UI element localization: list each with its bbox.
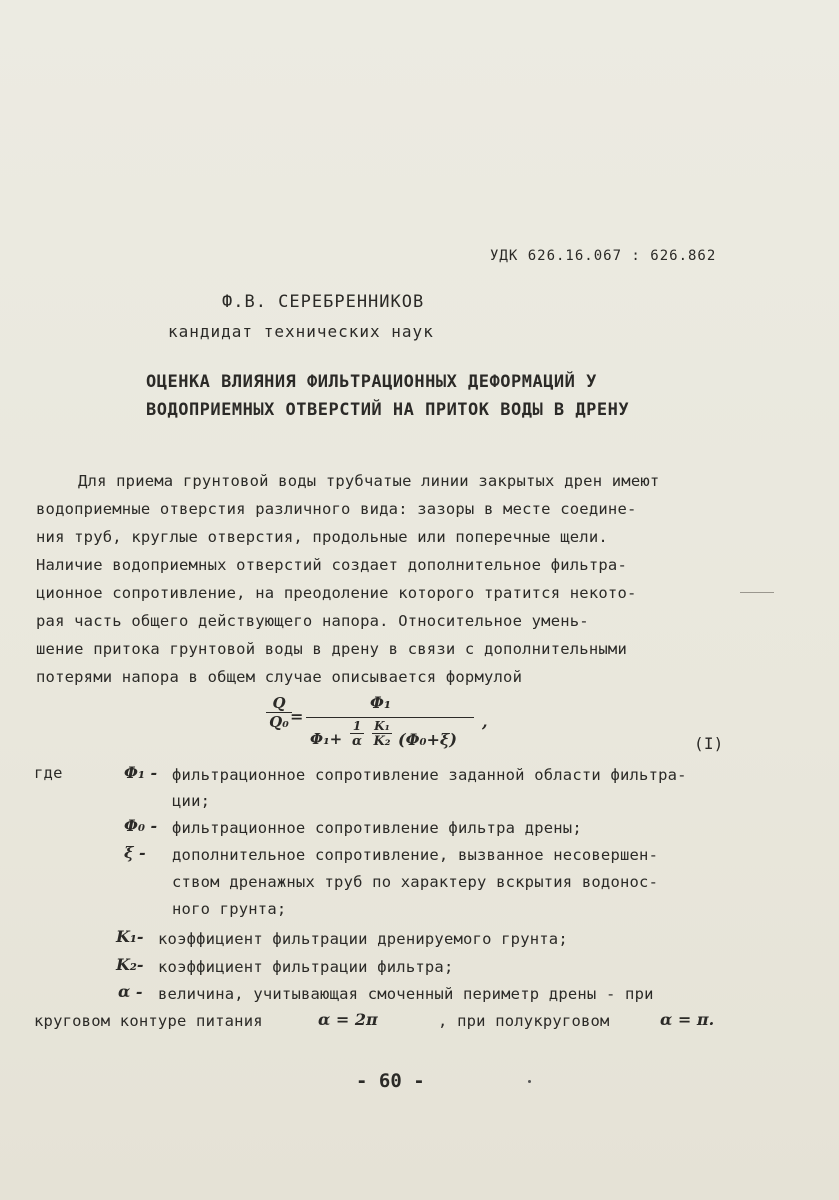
paragraph-line: водоприемные отверстия различного вида: зазоры в месте соедине- [36,500,637,518]
def-text: коэффициент фильтрации фильтра; [158,958,454,976]
last-line-text: , при полукруговом [438,1012,610,1030]
def-symbol: K₁- [116,927,144,946]
paragraph-line: ния труб, круглые отверстия, продольные или поперечные щели. [36,528,608,546]
udk-code: УДК 626.16.067 : 626.862 [490,248,717,264]
formula-inner-fraction [350,719,364,749]
formula-equals: = [290,707,304,726]
inner-numerator: 1 [352,719,362,733]
paper-speck [528,1080,531,1083]
paragraph-line: рая часть общего действующего напора. Относительное умень- [36,612,589,630]
formula-comma: , [482,712,488,731]
author-degree: кандидат технических наук [168,322,434,341]
paragraph-line: потерями напора в общем случае описывается формулой [36,668,523,686]
article-title-line-1: ОЦЕНКА ВЛИЯНИЯ ФИЛЬТРАЦИОННЫХ ДЕФОРМАЦИЙ У [146,372,597,392]
def-text: ции; [172,792,211,810]
where-label: где [34,764,63,782]
formula-lhs-numerator: Q [272,694,286,712]
def-text: дополнительное сопротивление, вызванное несовершен- [172,846,659,864]
page-number: - 60 - [356,1070,425,1092]
article-title-line-2: ВОДОПРИЕМНЫХ ОТВЕРСТИЙ НА ПРИТОК ВОДЫ В ДРЕНУ [146,400,630,420]
k-numerator: K₁ [374,719,390,733]
paragraph-line: ционное сопротивление, на преодоление которого тратится некото- [36,584,637,602]
def-text: величина, учитывающая смоченный периметр дрены - при [158,985,654,1003]
fraction-bar [306,717,474,718]
formula-rhs-denominator-start: Φ₁+ [310,730,343,748]
formula-rhs-numerator: Φ₁ [370,693,391,712]
def-symbol: ξ - [124,843,146,862]
alpha-2pi: α = 2π [318,1010,378,1029]
def-symbol: K₂- [116,955,144,974]
paragraph-line: Наличие водоприемных отверстий создает дополнительное фильтра- [36,556,627,574]
last-line-text: круговом контуре питания [34,1012,263,1030]
formula-lhs-fraction [266,694,292,731]
paper-mark [740,592,774,593]
def-text: коэффициент фильтрации дренируемого грунта; [158,930,568,948]
def-text: фильтрационное сопротивление фильтра дрены; [172,819,582,837]
def-text: фильтрационное сопротивление заданной области фильтра- [172,766,687,784]
formula-k-fraction [372,719,392,749]
formula-number: (I) [694,734,724,753]
def-text: ного грунта; [172,900,287,918]
k-denominator: K₂ [373,734,391,749]
paragraph-line: шение притока грунтовой воды в дрену в связи с дополнительными [36,640,627,658]
alpha-pi: α = π. [660,1010,715,1029]
author-name: Ф.В. СЕРЕБРЕННИКОВ [222,292,425,312]
def-text: ством дренажных труб по характеру вскрытия водонос- [172,873,659,891]
paragraph-line: Для приема грунтовой воды трубчатые линии закрытых дрен имеют [78,472,660,490]
formula-lhs-denominator: Q₀ [269,713,289,731]
def-symbol: Φ₀ - [124,816,158,835]
formula-rhs-denominator-end: (Φ₀+ξ) [398,730,457,749]
inner-denominator: α [351,734,362,749]
def-symbol: α - [118,982,143,1001]
def-symbol: Φ₁ - [124,763,158,782]
